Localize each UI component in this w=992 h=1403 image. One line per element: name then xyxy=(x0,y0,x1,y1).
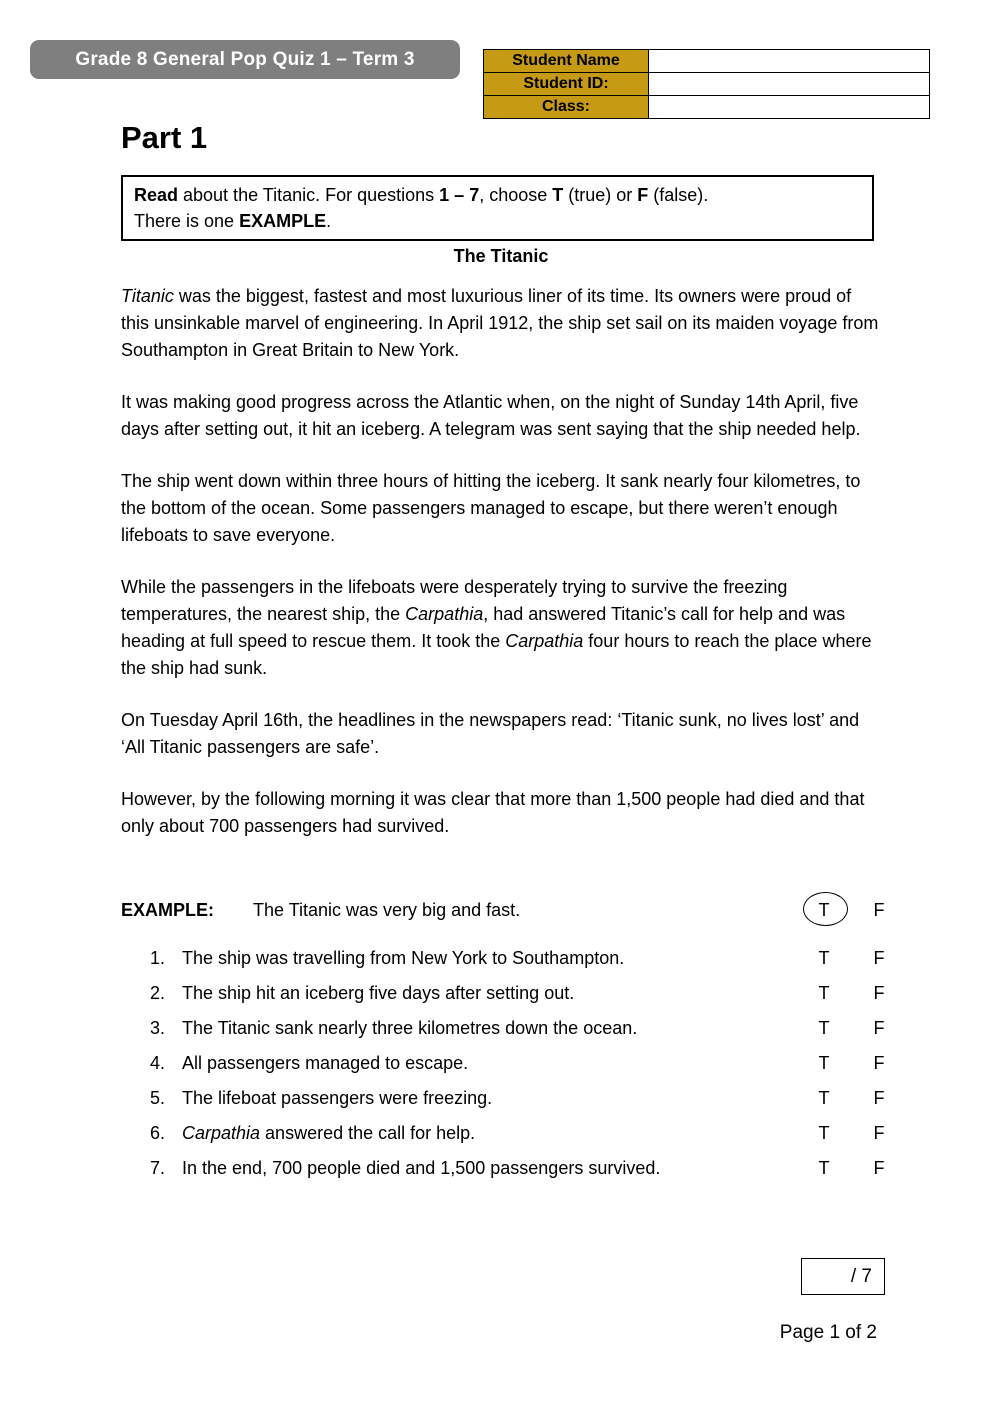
question-row-2 xyxy=(121,980,901,1007)
question-text: The Titanic sank nearly three kilometres down the ocean. xyxy=(182,1018,638,1038)
false-option[interactable]: F xyxy=(873,1018,885,1038)
student-name-field[interactable] xyxy=(649,50,930,73)
question-row-7 xyxy=(121,1155,901,1182)
instruction-line-1: Read about the Titanic. For questions 1 – 7, choose T (true) or F (false). xyxy=(134,185,709,205)
example-true-option[interactable] xyxy=(804,897,844,924)
example-row xyxy=(121,897,901,924)
student-name-row xyxy=(484,50,930,73)
question-text: The ship hit an iceberg five days after setting out. xyxy=(182,983,575,1003)
question-text: The lifeboat passengers were freezing. xyxy=(182,1088,493,1108)
student-id-field[interactable] xyxy=(649,73,930,96)
question-text: In the end, 700 people died and 1,500 passengers survived. xyxy=(182,1158,661,1178)
question-number: 2. xyxy=(150,983,166,1003)
question-text: All passengers managed to escape. xyxy=(182,1053,469,1073)
false-option[interactable]: F xyxy=(873,1158,885,1178)
class-row xyxy=(484,96,930,119)
instruction-box xyxy=(121,175,874,241)
true-option[interactable]: T xyxy=(818,983,830,1003)
passage-paragraph: However, by the following morning it was clear that more than 1,500 people had died and that only about 700 passengers had survived. xyxy=(121,789,865,836)
part-title: Part 1 xyxy=(121,120,208,155)
score-box xyxy=(801,1258,885,1295)
answers-section xyxy=(121,897,901,1190)
true-option[interactable]: T xyxy=(818,1158,830,1178)
question-row-1 xyxy=(121,945,901,972)
example-label: EXAMPLE: xyxy=(121,900,215,920)
true-option[interactable]: T xyxy=(818,1088,830,1108)
class-field[interactable] xyxy=(649,96,930,119)
student-name-label: Student Name xyxy=(484,50,649,73)
true-option[interactable]: T xyxy=(818,948,830,968)
passage-paragraph: It was making good progress across the Atlantic when, on the night of Sunday 14th April, five days after setting out, it hit an iceberg. A telegram was sent saying that the ship needed help. xyxy=(121,392,861,439)
question-row-3 xyxy=(121,1015,901,1042)
example-false-option[interactable]: F xyxy=(873,900,885,920)
question-number: 3. xyxy=(150,1018,166,1038)
class-label: Class: xyxy=(484,96,649,119)
false-option[interactable]: F xyxy=(873,983,885,1003)
question-row-5 xyxy=(121,1085,901,1112)
example-text: The Titanic was very big and fast. xyxy=(253,900,521,920)
passage-paragraph: On Tuesday April 16th, the headlines in the newspapers read: ‘Titanic sunk, no lives lost’ and ‘All Titanic passengers are safe’. xyxy=(121,710,860,757)
question-number: 1. xyxy=(150,948,166,968)
question-number: 5. xyxy=(150,1088,166,1108)
true-option[interactable]: T xyxy=(818,1123,830,1143)
reading-passage xyxy=(121,243,881,840)
question-text: Carpathia answered the call for help. xyxy=(182,1123,476,1143)
true-option[interactable]: T xyxy=(818,1053,830,1073)
score-box-label: / 7 xyxy=(850,1265,872,1287)
student-id-label: Student ID: xyxy=(484,73,649,96)
instruction-line-2: There is one EXAMPLE. xyxy=(134,211,332,231)
question-row-6 xyxy=(121,1120,901,1147)
question-text: The ship was travelling from New York to Southampton. xyxy=(182,948,625,968)
false-option[interactable]: F xyxy=(873,948,885,968)
passage-paragraph: The ship went down within three hours of hitting the iceberg. It sank nearly four kilometres, to the bottom of the ocean. Some passengers managed to escape, but there weren’t enough lifeboats to save everyone. xyxy=(121,471,861,545)
question-row-4 xyxy=(121,1050,901,1077)
false-option[interactable]: F xyxy=(873,1088,885,1108)
quiz-title-badge xyxy=(30,40,460,79)
question-number: 7. xyxy=(150,1158,166,1178)
question-number: 4. xyxy=(150,1053,166,1073)
true-option[interactable]: T xyxy=(818,1018,830,1038)
student-id-row xyxy=(484,73,930,96)
false-option[interactable]: F xyxy=(873,1123,885,1143)
quiz-title: Grade 8 General Pop Quiz 1 – Term 3 xyxy=(75,48,415,70)
passage-paragraph: While the passengers in the lifeboats were desperately trying to survive the freezing temperatures, the nearest ship, the Carpathia, had answered Titanic’s call for help and was heading at full speed to rescue them. It took the Carpathia four hours to reach the place where the ship had sunk. xyxy=(121,577,872,678)
question-number: 6. xyxy=(150,1123,166,1143)
student-info-table xyxy=(483,49,930,119)
passage-title: The Titanic xyxy=(453,246,549,266)
page-number: Page 1 of 2 xyxy=(779,1322,877,1343)
example-answer-circle[interactable]: T xyxy=(819,897,830,924)
passage-paragraph: Titanic was the biggest, fastest and most luxurious liner of its time. Its owners were proud of this unsinkable marvel of engineering. In April 1912, the ship set sail on its maiden voyage from Southampton in Great Britain to New York. xyxy=(121,286,879,360)
false-option[interactable]: F xyxy=(873,1053,885,1073)
